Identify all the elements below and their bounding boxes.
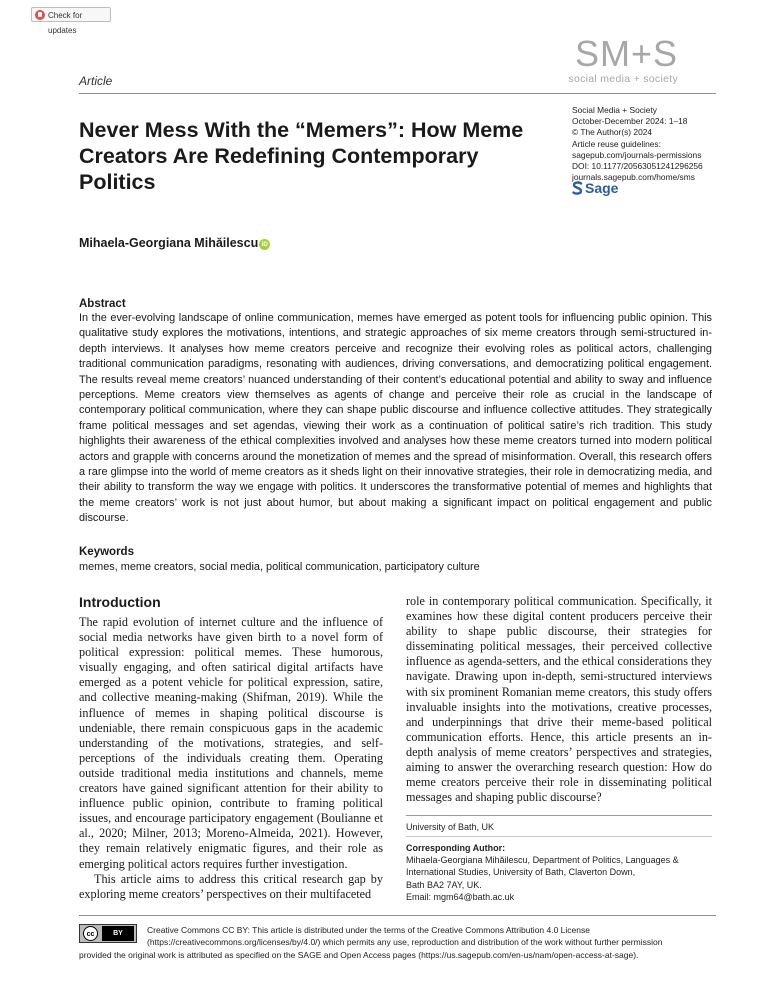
journal-logo — [568, 33, 678, 85]
body-right-column — [406, 594, 712, 805]
publisher-name: Sage — [585, 180, 619, 196]
header-divider — [79, 93, 716, 94]
check-for-updates-label: Check for updates — [48, 11, 83, 35]
orcid-icon[interactable]: iD — [259, 239, 270, 250]
meta-copyright: © The Author(s) 2024 — [572, 127, 653, 138]
meta-reuse: Article reuse guidelines: — [572, 138, 661, 149]
license-line: (https://creativecommons.org/licenses/by/4.0/) which permits any use, reproduction and distribution of the work without further permission — [147, 937, 663, 948]
intro-paragraph-2: This article aims to address this critical research gap by exploring meme creators’ perspectives on their multifaceted — [79, 871, 383, 901]
license-line: Creative Commons CC BY: This article is distributed under the terms of the Creative Commons Attribution 4.0 License — [147, 925, 590, 935]
check-for-updates-badge[interactable] — [31, 7, 111, 35]
author-affiliation: University of Bath, UK — [406, 822, 495, 832]
intro-paragraph-1: The rapid evolution of internet culture and the influence of social media networks have given birth to a novel form of political expression: political memes. These humorous, visually engaging, and often satirical digital artifacts have emerged as a potent vehicle for political expression, satire, and collective meaning-making (Shifman, 2019). While the influence of memes in shaping political discourse is undeniable, there remain conspicuous gaps in the academic understanding of the motivations, strategies, and self-perceptions of the individuals creating them. Operating outside traditional media institutions and channels, meme creators have gained significant attention for their ability to influence public opinion, contribute to framing political issues, and encourage participatory engagement (Boulianne et al., 2020; Milner, 2013; Moreno-Almeida, 2021). However, they remain relatively enigmatic figures, and their role as emerging political actors requires further investigation. — [79, 615, 383, 871]
corresponding-line: Mihaela-Georgiana Mihăilescu, Department of Politics, Languages & — [406, 855, 679, 866]
corresponding-line: International Studies, University of Bath, Claverton Down, — [406, 867, 636, 878]
corresponding-line: Bath BA2 7AY, UK. — [406, 879, 482, 890]
body-left-column — [79, 615, 383, 902]
cc-icon: cc — [83, 926, 98, 941]
meta-journal-link[interactable]: journals.sagepub.com/home/sms — [572, 172, 695, 183]
meta-doi[interactable]: DOI: 10.1177/20563051241296256 — [572, 161, 703, 172]
meta-issue: October-December 2024: 1–18 — [572, 116, 688, 127]
article-title: Never Mess With the “Memers”: How Meme Creators Are Redefining Contemporary Politics — [79, 118, 524, 194]
journal-meta — [572, 105, 752, 183]
affiliation-divider — [406, 836, 712, 837]
keywords-text: memes, meme creators, social media, political communication, participatory culture — [79, 561, 480, 573]
footnote-divider — [406, 815, 712, 816]
abstract-text: In the ever-evolving landscape of online communication, memes have emerged as potent tools for influencing public opinion. This qualitative study explores the motivations, intentions, and strategic approaches of six meme creators through semi-structured in-depth interviews. It analyses how meme creators perceive and recognize their evolving roles as political actors, challenging traditional communication paradigms, resonating with audiences, driving conversations, and democratizing political engagement. The results reveal meme creators’ nuanced understanding of their content’s educational potential and ability to sway and influence perceptions. Meme creators view themselves as agents of change and perceive their role as crucial in the landscape of contemporary political communication, where they can shape public discourse and influence collective attitudes. They strategically frame political messages and set agendas, viewing their work as a continuation of political satire’s rich tradition. This study highlights their awareness of the ethical complexities involved and analyses how these meme creators turned into modern political actors and grapple with concerns around the monetization of memes and the spread of misinformation. Overall, this research offers a rare glimpse into the world of meme creators as it sheds light on their innovative strategies, their role in democratizing media, and their ability to transform the way we engage with politics. It underscores the transformative potential of memes and highlights that the meme creators’ work is not just about humor, but about making a significant impact on political engagement and public discourse. — [79, 312, 712, 525]
license-statement — [79, 924, 719, 961]
corresponding-heading: Corresponding Author: — [406, 843, 506, 853]
license-line: provided the original work is attributed as specified on the SAGE and Open Access pages (https://us.sagepub.com/en-us/nam/open-access-at-sage). — [79, 949, 639, 960]
intro-paragraph-2-continued: role in contemporary political communication. Specifically, it examines how these digital content producers perceive their ability to shape public discourse, their strategies for disseminating political messages, their perceived collective influence as agenda-setters, and the ethical considerations they navigate. Drawing upon in-depth, semi-structured interviews with six prominent Romanian meme creators, this study offers invaluable insights into the motivations, creative processes, and underpinnings that drive their meme-based political communication efforts. Hence, this article presents an in-depth analysis of meme creators’ perspectives and strategies, aiming to answer the overarching research question: How do meme creators perceive their role in disseminating political messages and shaping public discourse? — [406, 594, 712, 805]
article-type-label: Article — [79, 74, 113, 88]
sage-s-icon — [572, 181, 583, 195]
crossmark-icon — [35, 10, 45, 20]
introduction-heading: Introduction — [79, 594, 161, 610]
license-divider — [79, 915, 716, 916]
journal-logo-sub: social media + society — [568, 73, 678, 85]
by-label: BY — [102, 926, 134, 941]
author-name-text: Mihaela-Georgiana Mihăilescu — [79, 236, 259, 250]
meta-permissions-link[interactable]: sagepub.com/journals-permissions — [572, 149, 702, 160]
journal-logo-main: SM+S — [574, 33, 678, 74]
keywords-heading: Keywords — [79, 546, 134, 558]
corresponding-author — [406, 842, 712, 903]
publisher-logo — [572, 180, 618, 196]
abstract-heading: Abstract — [79, 298, 126, 310]
author-name — [79, 236, 270, 250]
corresponding-email[interactable]: Email: mgm64@bath.ac.uk — [406, 891, 515, 902]
meta-journal: Social Media + Society — [572, 105, 657, 115]
